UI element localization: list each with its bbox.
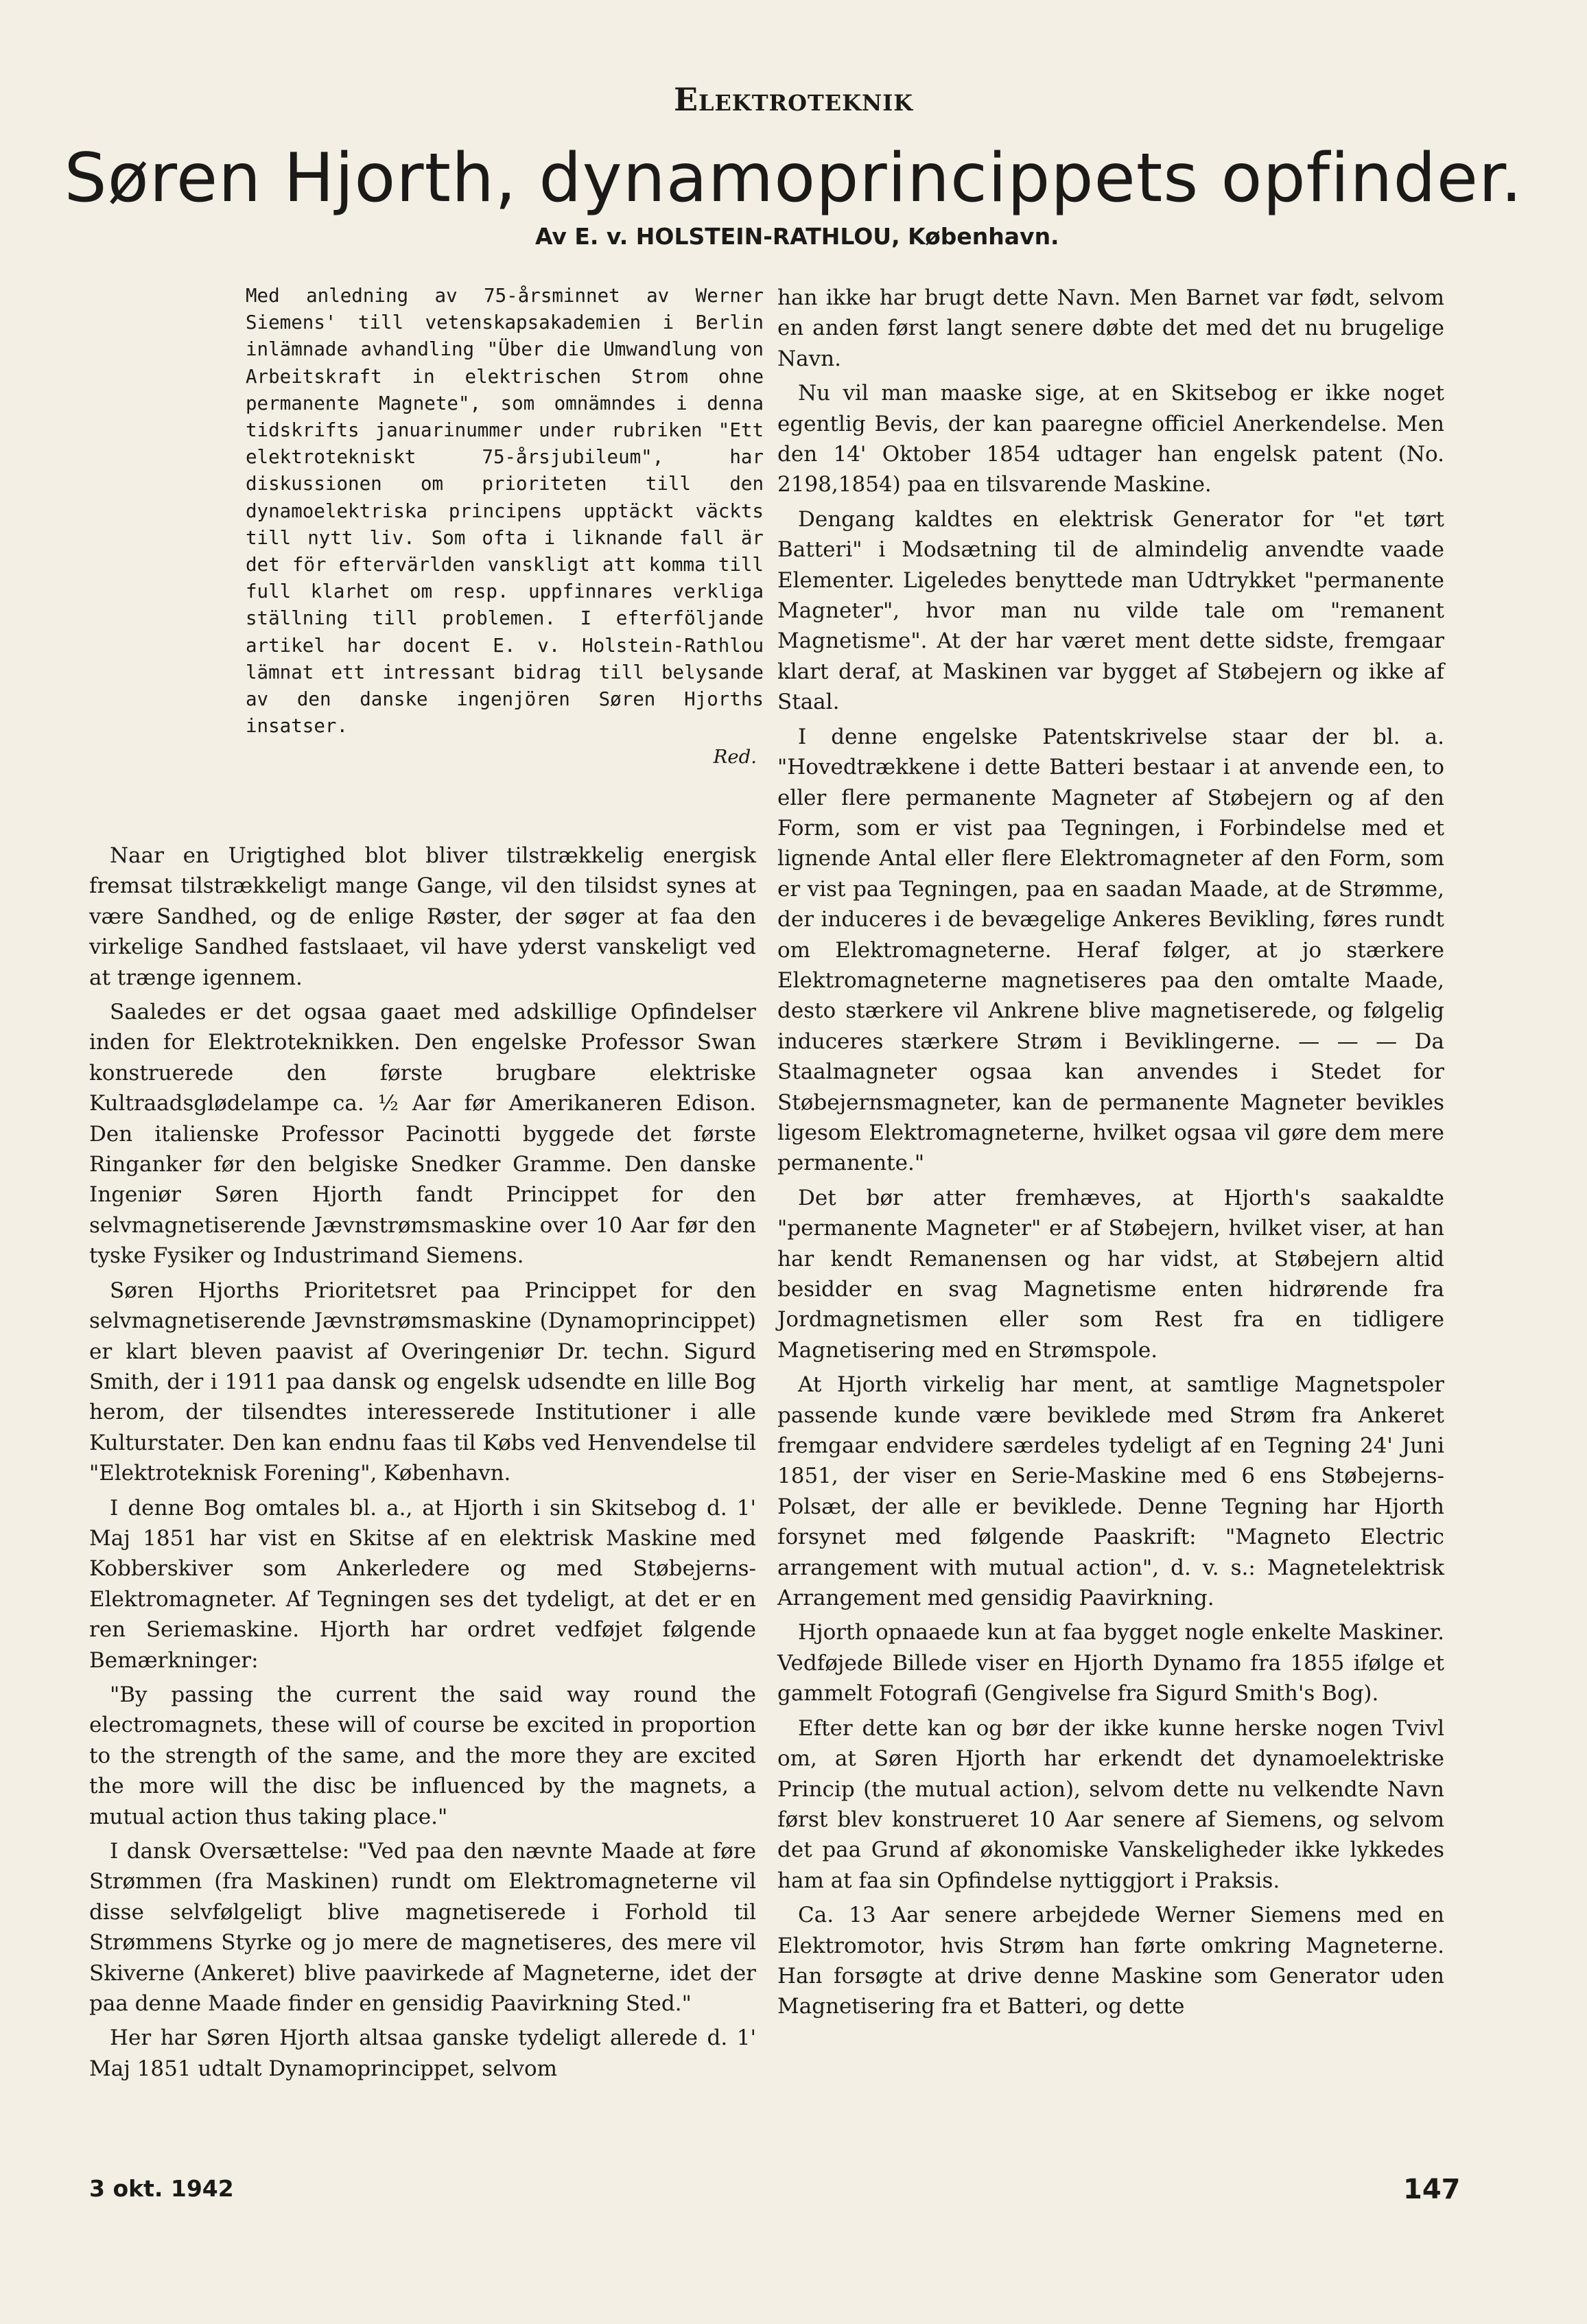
editorial-intro — [246, 283, 764, 771]
left-paragraph: "By passing the current the said way round the electromagnets, these will of course be excited in proportion to the strength of the same, and the more they are excited the more will the disc be influenced by the magnets, a mutual action thus taking place." — [89, 1682, 756, 1829]
right-paragraph: Efter dette kan og bør der ikke kunne herske nogen Tvivl om, at Søren Hjorth har erkendt det dynamoelektriske Princip (the mutual action), selvom dette nu velkendte Navn først blev konstrueret 10 Aar senere af Siemens, og selvom det paa Grund af økonomiske Vanskeligheder ikke lykkedes ham at faa sin Opfindelse nyttiggjort i Praksis. — [777, 1715, 1444, 1893]
right-paragraph: han ikke har brugt dette Navn. Men Barnet var født, selvom en anden først langt senere døbte det med det nu brugelige Navn. — [777, 285, 1444, 371]
intro-text: Med anledning av 75-årsminnet av Werner Siemens' till vetenskapsakademien i Berlin inlämnade avhandling "Über die Umwandlung von Arbeitskraft in elektrischen Strom ohne permanente Magnete", som omnämndes i denna tidskrifts januarinummer under rubriken "Ett elektrotekniskt 75-årsjubileum", har diskussionen om prioriteten till den dynamoelektriska principens upptäckt väckts till nytt liv. Som ofta i liknande fall är det för eftervärlden vanskligt att komma till full klarhet om resp. uppfinnares verkliga ställning till problemen. I efterföljande artikel har docent E. v. Holstein-Rathlou lämnat ett intressant bidrag till belysande av den danske ingenjören Søren Hjorths insatser. — [246, 285, 764, 738]
right-paragraph: Dengang kaldtes en elektrisk Generator for "et tørt Batteri" i Modsætning til de almindelig anvendte vaade Elementer. Ligeledes benyttede man Udtrykket "permanente Magneter", hvor man nu vilde tale om "remanent Magnetisme". At der har været ment dette sidste, fremgaar klart deraf, at Maskinen var bygget af Støbejern og ikke af Staal. — [777, 506, 1444, 715]
article-title: Søren Hjorth, dynamoprincippets opfinder. — [64, 139, 1523, 218]
page-number: 147 — [1403, 2174, 1461, 2205]
section-heading-text: Elektroteknik — [673, 81, 914, 118]
right-paragraph: At Hjorth virkelig har ment, at samtlige Magnetspoler passende kunde være beviklede med Strøm fra Ankeret fremgaar endvidere særdeles tydeligt af en Tegning 24' Juni 1851, der viser en Serie-Maskine med 6 ens Støbejerns-Polsæt, der alle er beviklede. Denne Tegning har Hjorth forsynet med følgende Paaskrift: "Magneto Electric arrangement with mutual action", d. v. s.: Magnetelektrisk Arrangement med gensidig Paavirkning. — [777, 1372, 1444, 1611]
left-paragraph: Saaledes er det ogsaa gaaet med adskillige Opfindelser inden for Elektroteknikken. Den engelske Professor Swan konstruerede den første brugbare elektriske Kultraadsglødelampe ca. ½ Aar før Amerikaneren Edison. Den italienske Professor Pacinotti byggede det første Ringanker før den belgiske Snedker Gramme. Den danske Ingeniør Søren Hjorth fandt Princippet for den selvmagnetiserende Jævnstrømsmaskine over 10 Aar før den tyske Fysiker og Industrimand Siemens. — [89, 1000, 756, 1269]
right-paragraph: I denne engelske Patentskrivelse staar der bl. a. "Hovedtrækkene i dette Batteri bestaar i at anvende een, to eller flere permanente Magneter af Støbejern og af den Form, som er vist paa Tegningen, i Forbindelse med et lignende Antal eller flere Elektromagneter af den Form, som er vist paa Tegningen, paa en saadan Maade, at de Strømme, der induceres i de bevægelige Ankeres Bevikling, føres rundt om Elektromagneterne. Heraf følger, at jo stærkere Elektromagneterne magnetiseres paa den omtalte Maade, desto stærkere vil Ankrene blive magnetiserede, og følgelig induceres stærkere Strøm i Beviklingerne. — — — Da Staalmagneter ogsaa kan anvendes i Stedet for Støbejernsmagneter, kan de permanente Magneter bevikles ligesom Elektromagneterne, hvilket ogsaa vil gøre dem mere permanente." — [777, 724, 1444, 1176]
intro-signature: Red. — [713, 746, 757, 768]
issue-date: 3 okt. 1942 — [89, 2175, 234, 2202]
right-paragraph: Det bør atter fremhæves, at Hjorth's saakaldte "permanente Magneter" er af Støbejern, hvilket viser, at han har kendt Remanensen og har vidst, at Støbejern altid besidder en svag Magnetisme enten hidrørende fra Jordmagnetismen eller som Rest fra en tidligere Magnetisering med en Strømspole. — [777, 1185, 1444, 1363]
left-column — [89, 841, 756, 2088]
section-heading — [0, 81, 1587, 118]
right-paragraph: Hjorth opnaaede kun at faa bygget nogle enkelte Maskiner. Vedføjede Billede viser en Hjorth Dynamo fra 1855 ifølge et gammelt Fotografi (Gengivelse fra Sigurd Smith's Bog). — [777, 1620, 1444, 1706]
right-paragraph: Ca. 13 Aar senere arbejdede Werner Siemens med en Elektromotor, hvis Strøm han førte omkring Magneterne. Han forsøgte at drive denne Maskine som Generator uden Magnetisering fra et Batteri, og dette — [777, 1903, 1444, 2019]
left-paragraph: Her har Søren Hjorth altsaa ganske tydeligt allerede d. 1' Maj 1851 udtalt Dynamoprincippet, selvom — [89, 2026, 756, 2081]
left-paragraph: I denne Bog omtales bl. a., at Hjorth i sin Skitsebog d. 1' Maj 1851 har vist en Skitse af en elektrisk Maskine med Kobberskiver som Ankerledere og med Støbejerns-Elektromagneter. Af Tegningen ses det tydeligt, at det er en ren Seriemaskine. Hjorth har ordret vedføjet følgende Bemærkninger: — [89, 1495, 756, 1673]
left-paragraph: Naar en Urigtighed blot bliver tilstrækkelig energisk fremsat tilstrækkeligt mange Gange, vil den tilsidst synes at være Sandhed, og de enlige Røster, der søger at faa den virkelige Sandhed fastslaaet, vil have yderst vanskeligt ved at trænge igennem. — [89, 843, 756, 990]
left-paragraph: I dansk Oversættelse: "Ved paa den nævnte Maade at føre Strømmen (fra Maskinen) rundt om Elektromagneterne vil disse selvfølgeligt blive magnetiserede i Forhold til Strømmens Styrke og jo mere de magnetiseres, des mere vil Skiverne (Ankeret) blive paavirkede af Magneterne, idet der paa denne Maade finder en gensidig Paavirkning Sted." — [89, 1839, 756, 2017]
byline: Av E. v. HOLSTEIN-RATHLOU, København. — [535, 223, 1059, 250]
right-column — [777, 283, 1444, 2026]
left-paragraph: Søren Hjorths Prioritetsret paa Princippet for den selvmagnetiserende Jævnstrømsmaskine (Dynamoprincippet) er klart bleven paavist af Overingeniør Dr. techn. Sigurd Smith, der i 1911 paa dansk og engelsk udsendte en lille Bog herom, der tilsendtes interesserede Institutioner i alle Kulturstater. Den kan endnu faas til Købs ved Henvendelse til "Elektroteknisk Forening", København. — [89, 1278, 756, 1486]
right-paragraph: Nu vil man maaske sige, at en Skitsebog er ikke noget egentlig Bevis, der kan paaregne officiel Anerkendelse. Men den 14' Oktober 1854 udtager han engelsk patent (No. 2198,1854) paa en tilsvarende Maskine. — [777, 381, 1444, 497]
